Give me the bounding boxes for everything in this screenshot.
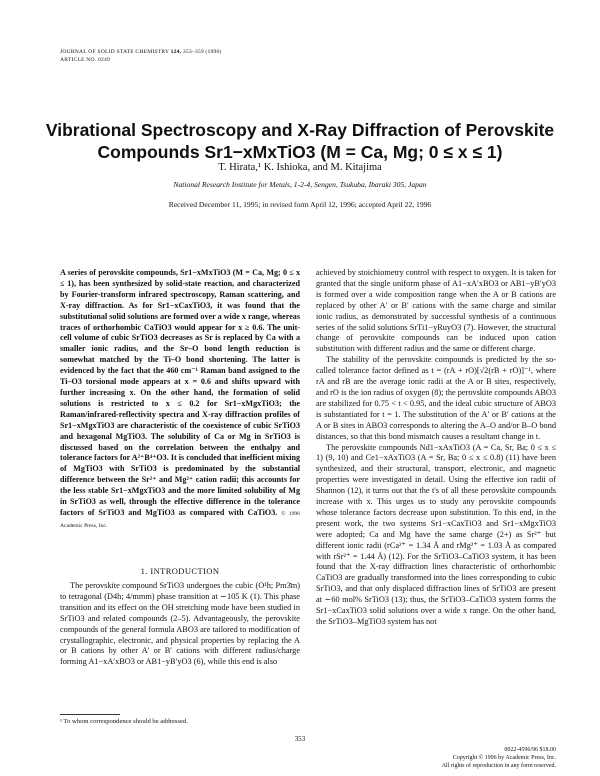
page-number: 353 [294,736,306,743]
section-heading-introduction: 1. INTRODUCTION [140,566,220,576]
received-dates: Received December 11, 1995; in revised form April 12, 1996; accepted April 22, 1996 [168,200,432,209]
journal-header [60,48,222,64]
article-number: ARTICLE NO. 0249 [60,57,110,63]
paper-title [40,119,560,163]
copyright-block [360,746,556,770]
right-paragraph-1: achieved by stoichiometry control with respect to oxygen. It is taken for granted that the single uniform phase of A1−xA′xBO3 or AB1−yB′yO3 is formed over a wide composition range when the A or B cations are replaced by other A′ or B′ cations with the same charge and similar ionic radius, as demonstrated by successful synthesis of a continuous series of the solid solutions SrTi1−yRuyO3 (7). However, the structural change of perovskite compounds can be induced upon cation substitution with different radius and the same or different charge. [316,268,556,354]
footnote-divider [60,714,120,715]
affiliation: National Research Institute for Metals, 1-2-4, Sengen, Tsukuba, Ibaraki 305, Japan [173,180,427,189]
right-paragraph-2: The stability of the perovskite compounds is predicted by the so-called tolerance factor defined as t = (rA + rO)[√2(rB + rO)]⁻¹, where rA and rB are the average ionic radii at the A or B sites, respectively, and rO is the ion radius of oxygen (8); the perovskite compounds ABO3 are stabilized for 0.75 < t < 0.95, and the ideal cubic structure of ABO3 is substantiated for t = 1. The substitution of the A′ or B′ cations at the A or B sites in ABO3 corresponds to altering the A–O and/or B–O bond distances, so that this bond mismatch causes a resultant change in t. [316,355,556,441]
rights-line: All rights of reproduction in any form reserved. [441,763,556,769]
right-paragraph-3: The perovskite compounds Nd1−xAxTiO3 (A = Ca, Sr, Ba; 0 ≤ x ≤ 1) (9, 10) and Ce1−xAxTiO3 (A = Sr, Ba; 0 ≤ x ≤ 0.8) (11) have been synthesized, and their structural, transport, electronic, and magnetic properties were investigated in detail. Using the effective ion radii of Shannon (12), it turns out that the t's of all these perovskite compounds increase with x. This urges us to study any perovskite compounds whose tolerance factors decrease upon substitution. To this end, in the present work, the two systems Sr1−xCaxTiO3 and Sr1−xMgxTiO3 were adopted; Ca and Mg have the same charge (2+) as Sr²⁺ but different ionic radii (rCa²⁺ = 1.34 Å and rMg²⁺ = 1.03 Å as compared with rSr²⁺ = 1.44 Å) (12). For the SrTiO3–CaTiO3 system, it has been found that the X-ray diffraction lines characteristic of orthorhombic CaTiO3 are gradually transformed into the lines corresponding to cubic SrTiO3, and that only displaced diffraction lines of SrTiO3 are present at ∼60 mol% SrTiO3 (13); thus, the SrTiO3–CaTiO3 system forms the Sr1−xCaxTiO3 solid solutions over a wide x range. On the other hand, the SrTiO3–MgTiO3 system has not [316,442,556,626]
journal-volume: 124, [170,49,182,55]
journal-pages-year: 353–359 (1996) [182,49,222,55]
abstract-text: A series of perovskite compounds, Sr1−xMxTiO3 (M = Ca, Mg; 0 ≤ x ≤ 1), has been synthesized by solid-state reaction, and characterized by Fourier-transform infrared spectroscopy, Raman scattering, and X-ray diffraction. As for Sr1−xCaxTiO3, it was found that the substitutional solid solutions are formed over a wide x range, whereas traces of orthorhombic CaTiO3 would appear for x ≥ 0.6. The unit-cell volume of cubic SrTiO3 decreases as Sr is replaced by Ca with a smaller ionic radius, and the Sr–O bond length reduction is somewhat matched by the Ti–O bond shortening. The latter is evidenced by the fact that the 460 cm⁻¹ Raman band assigned to the Ti–O3 torsional mode appears at x = 0.6 and shifts upward with further increasing x. On the other hand, the formation of solid solutions is restricted to x ≤ 0.2 for Sr1−xMgxTiO3; the Raman/infrared-reflectivity spectra and X-ray diffraction profiles of Sr1−xMgxTiO3 are characteristic of the coexistence of cubic SrTiO3 and hexagonal MgTiO3. The solubility of Ca or Mg in SrTiO3 is discussed based on the correlation between the enthalpy and tolerance factors for A²⁺B⁴⁺O3. It is concluded that inefficient mixing of MgTiO3 with SrTiO3 is predominated by the substantial difference between the Sr²⁺ and Mg²⁺ cation radii; this accounts for the less stable Sr1−xMgxTiO3 and the more limited solubility of Mg in SrTiO3 as well, through the effective difference in the tolerance factors of SrTiO3 and MgTiO3 as compared with CaTiO3. [60,268,300,517]
introduction-body [60,581,300,668]
right-column [316,268,556,628]
abstract [60,268,300,532]
issn-price: 0022-4596/96 $18.00 [504,747,556,753]
abstract-copyright: © 1996 Academic Press, Inc. [60,510,300,529]
journal-name: JOURNAL OF SOLID STATE CHEMISTRY [60,49,170,55]
footnote: ¹ To whom correspondence should be addressed. [60,718,188,725]
title-line-1: Vibrational Spectroscopy and X-Ray Diffraction of Perovskite [45,120,555,140]
title-line-2: Compounds Sr1−xMxTiO3 (M = Ca, Mg; 0 ≤ x ≤ 1) [97,142,503,162]
copyright-line: Copyright © 1996 by Academic Press, Inc. [452,755,556,761]
introduction-paragraph: The perovskite compound SrTiO3 undergoes the cubic (O¹h; Pm3̄m) to tetragonal (D4h; 4/mmm) phase transition at ∼105 K (1). This phase transition and its effect on the OH stretching mode have been studied in SrTiO3 and related compounds (2–5). Advantageously, the perovskite compounds of the general formula ABO3 are tailored to modification of crystallographic, electronic, and physical properties by replacing the A or B cations by other A′ or B′ cations with different radius/charge forming A1−xA′xBO3 or AB1−yB′yO3 (6), while this end is also [60,581,300,667]
authors: T. Hirata,¹ K. Ishioka, and M. Kitajima [218,162,382,173]
